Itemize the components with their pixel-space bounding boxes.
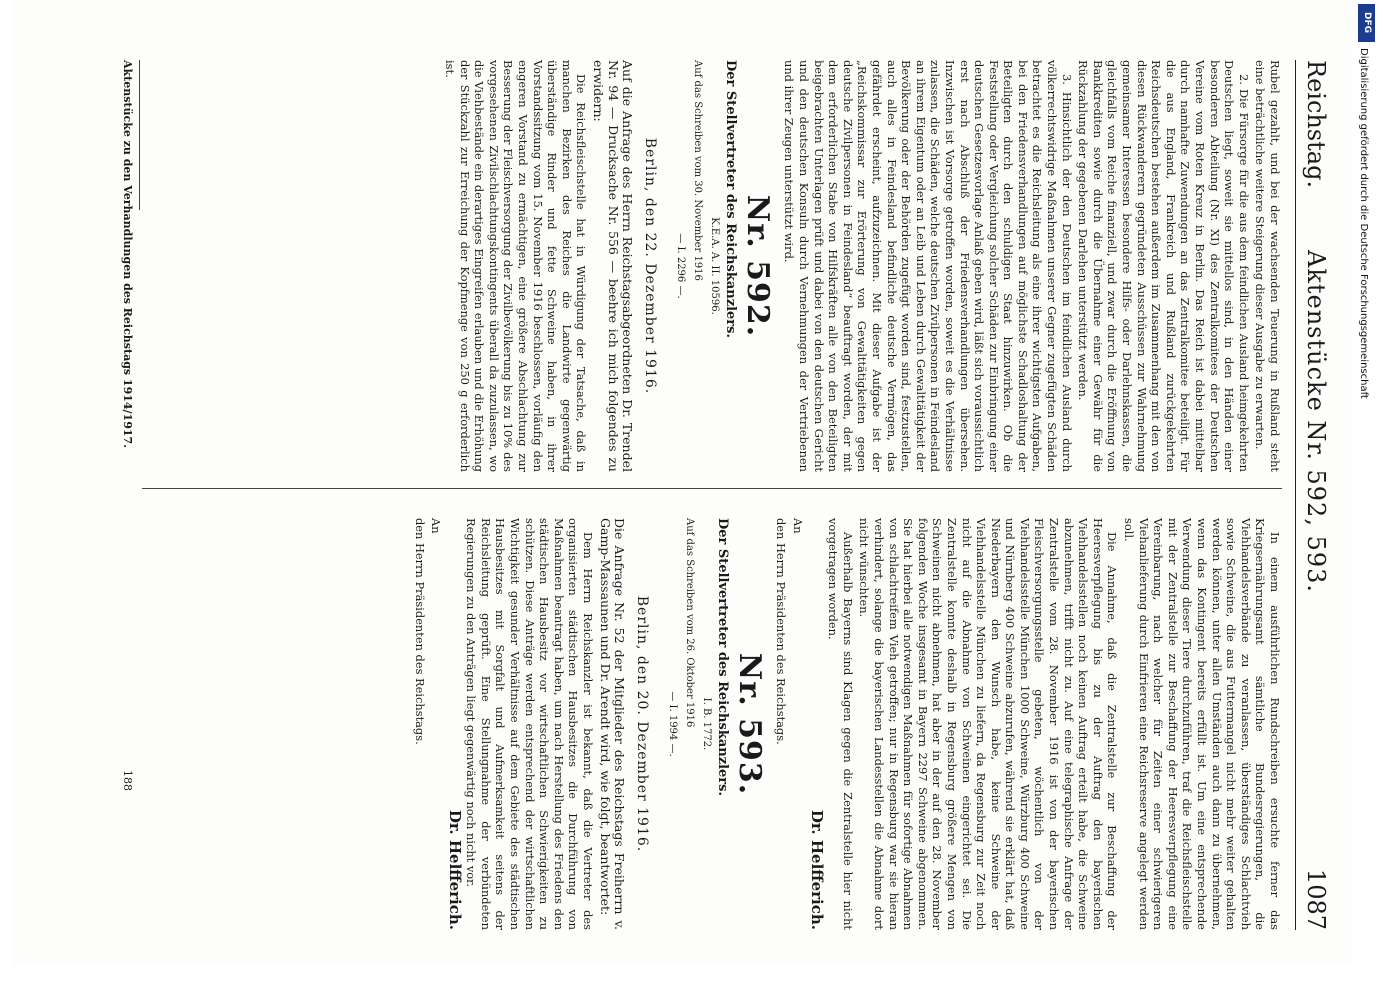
column-divider — [142, 488, 1282, 489]
digitization-note — [1356, 4, 1378, 994]
inquiry-heading: Auf die Anfrage des Herrn Reichstagsabgeordneten Dr. Trendel Nr. 94 — Drucksache Nr. 556 — beehre ich mich folgendes zu erwidern: — [591, 60, 636, 472]
signature-helfferich: Dr. Helfferich. — [445, 809, 464, 930]
answer-body: Dem Herrn Reichskanzler ist bekannt, daß die Vertreter des organisierten städtischen Hausbesitzes die Durchführung von Maßnahmen beantragt haben, um nach Herstellung des Friedens den städtischen Hausbesitz vor wirtschaftlichen Schwierigkeiten zu schützen. Diese Anträge werden entsprechend der wirtschaftlichen Wichtigkeit gesunder Verhältnisse auf dem Gebiete des städtischen Hausbesitzes mit Sorgfalt und Aufmerksamkeit seitens der Reichsleitung geprüft. Eine Stellungnahme der verbündeten Regierungen zu den Anträgen liegt gegenwärtig noch nicht vor. — [464, 518, 596, 930]
running-head-left: Reichstag. — [1302, 60, 1330, 189]
intro-paragraph: Rubel gezahlt, und bei der wachsenden Teuerung in Rußland steht eine beträchtliche weitere Steigerung dieser Ausgabe zu erwarten. — [1253, 60, 1282, 472]
reference-number: K.E.A. A. II. 10596. — [708, 217, 720, 315]
right-column — [410, 518, 1282, 930]
reference-number: I. B. 1772. — [700, 697, 712, 751]
page-number: 1087 — [1302, 868, 1330, 930]
document-page — [12, 0, 1352, 965]
addressee-an: An — [429, 518, 444, 534]
doc-number-592: Nr. 592. — [739, 194, 775, 338]
addressee-an: An — [791, 518, 805, 534]
addressee-president: den Herrn Präsidenten des Reichstags. — [412, 518, 427, 745]
left-column — [441, 60, 1282, 472]
footer-title: Aktenstücke zu den Verhandlungen des Reichstags 1914/1917. — [121, 60, 134, 448]
sender-line: Der Stellvertreter des Reichskanzlers. — [723, 60, 739, 338]
doc-number-593: Nr. 593. — [731, 652, 767, 796]
addressee-president: den Herrn Präsidenten des Reichstags. — [774, 518, 789, 745]
reference-letter: Auf das Schreiben vom 26. Oktober 1916 — [684, 518, 696, 728]
digitization-credit: Digitalisierung gefördert durch die Deutsche Forschungsgemeinschaft — [1358, 48, 1369, 399]
reference-code: — I. 2296 —. — [675, 233, 687, 299]
running-head — [1295, 60, 1330, 930]
dfg-logo-icon: DFG — [1358, 4, 1375, 42]
paragraph-3: Außerhalb Bayerns sind Klagen gegen die Zentralstelle hier nicht vorgetragen worden. — [826, 518, 855, 930]
signature-helfferich: Dr. Helfferich. — [807, 809, 826, 930]
answer-body: Die Reichsfleischstelle hat in Würdigung der Tatsache, daß in manchen Bezirken des Reiches die Landwirte gegenwärtig überständige Rinder und fette Schweine haben, in ihrer Vorstandssitzung vom 15. November 1916 beschlossen, vorläufig den engeren Vorstand zu ermächtigen, eine größere Abschlachtung zur Besserung der Fleischversorgung der Zivilbevölkerung bis zu 10% des vorgesehenen Zivilschlachtungskontingents überall da zuzulassen, wo die Viehbestände ein derartiges Eingreifen erlauben und die Erhöhung der Stückzahl zur Erreichung der Kopfmenge von 250 g erforderlich ist. — [443, 60, 589, 472]
dateline: Berlin, den 22. Dezember 1916. — [641, 137, 658, 395]
paragraph-1: In einem ausführlichen Rundschreiben ersuchte ferner das Kriegsernährungsamt sämtliche Bundesregierungen, die Viehhandelsverbände zu veranlassen, überständiges Schlachtvieh sowie Schweine, die aus Futtermangel nicht mehr weiter gehalten werden können, unter allen Umständen auch dann zu übernehmen, wenn das Kontingent bereits erfüllt ist. Um eine entsprechende Verwendung dieser Tiere durchzuführen, traf die Reichsfleischstelle mit der Zentralstelle zur Beschaffung der Heeresverpflegung eine Vereinbarung, nach welcher für Zeiten einer schwierigeren Viehanlieferung durch Einfrieren eine Reichsreserve angelegt werden soll. — [1122, 518, 1282, 930]
paragraph-2: 2. Die Fürsorge für die aus dem feindlichen Ausland heimgekehrten Deutschen liegt, soweit sie mittellos sind, in den Händen einer besonderen Abteilung (Nr. XI) des Zentralkomitees der Deutschen Vereine vom Roten Kreuz in Berlin. Das Reich ist dabei mittelbar durch namhafte Zuwendungen an das Zentralkomitee beteiligt. Für die aus England, Frankreich und Rußland zurückgekehrten Reichsdeutschen bestehen außerdem im Zusammenhang mit den von diesen Rückwanderern gegründeten Ausschüssen zur Wahrnehmung gemeinsamer Interessen besondere Hilfs- oder Darlehnskassen, die gleichfalls vom Reiche finanziell, und zwar durch die Eröffnung von Bankkrediten sowie durch die Übernahme einer Gewähr für die Rückzahlung der gegebenen Darlehen unterstützt werden. — [1076, 60, 1251, 472]
paragraph-2: Die Annahme, daß die Zentralstelle zur Beschaffung der Heeresverpflegung bis zu der Auftrag den bayerischen Viehhandelsstellen noch keinen Auftrag erteilt habe, die Schweine abzunehmen, trifft nicht zu. Auf eine telegraphische Anfrage der Zentralstelle vom 28. November 1916 ist von der bayerischen Fleischversorgungsstelle gebeten, wöchentlich von der Viehhandelsstelle München 1000 Schweine, Würzburg 400 Schweine und Nürnberg 400 Schweine abzurufen, während sie erklärt hat, daß Niederbayern den Wunsch habe, keine Schweine der Viehhandelsstelle München zu liefern, da Regensburg zur Zeit noch nicht auf die Abnahme von Schweinen eingerichtet sei. Die Zentralstelle konnte deshalb in Regensburg größere Mengen von Schweinen nicht abnehmen, hat aber in der auf den 28. November folgenden Woche insgesamt in Bayern 2297 Schweine abgenommen. Sie hat hierbei alle notwendigen Maßnahmen für sofortige Abnahmen von schlachtreifem Vieh getroffen; nur in Regensburg war sie hieran verhindert, solange die bayerischen Landesstellen die Abnahme dort nicht wünschten. — [857, 518, 1120, 930]
paragraph-3: 3. Hinsichtlich der den Deutschen im feindlichen Ausland durch völkerrechtswidrige Maßnahmen unserer Gegner zugefügten Schäden betrachtet es die Reichsleitung als eine ihrer wichtigsten Aufgaben, bei den Friedensverhandlungen auf möglichste Schadloshaltung der Beteiligten durch den schuldigen Staat hinzuwirken. Ob die Feststellung oder Vergleichung solcher Schäden zur Einbringung einer deutschen Gesetzesvorlage Anlaß geben wird, läßt sich voraussichtlich erst nach Abschluß der Friedensverhandlungen übersehen. Inzwischen ist Vorsorge getroffen worden, soweit es die Verhältnisse zulassen, die Schäden, welche deutschen Zivilpersonen in Feindesland an ihrem Eigentum oder an Leib und Leben durch Gewalttätigkeit der Bevölkerung oder der Behörden zugefügt worden sind, festzustellen, auch alles in Feindesland befindliche deutsche Vermögen, das gefährdet erscheint, aufzuzeichnen. Mit dieser Aufgabe ist der „Reichskommissar zur Erörterung von Gewalttätigkeiten gegen deutsche Zivilpersonen in Feindesland“ beauftragt worden, der mit dem erforderlichen Stabe von Hilfskräften alle von den Beteiligten beigebrachten Unterlagen prüft und dabei von den deutschen Gericht und den deutschen Konsuln durch Vernehmungen der Vertriebenen und ihrer Zeugen unterstützt wird. — [782, 60, 1074, 472]
footer-rule — [139, 60, 140, 210]
reference-letter: Auf das Schreiben vom 30. November 1916 — [692, 60, 704, 281]
inquiry-heading: Die Anfrage Nr. 52 der Mitglieder des Reichstags Freiherrn v. Gamp-Massaunen und Dr. Arendt wird, wie folgt, beantwortet: — [597, 518, 628, 930]
running-head-title: Aktenstücke Nr. 592, 593. — [1302, 250, 1330, 594]
footer-signature-number: 188 — [121, 770, 134, 791]
sender-line: Der Stellvertreter des Reichskanzlers. — [715, 518, 731, 796]
dateline: Berlin, den 20. Dezember 1916. — [633, 595, 650, 853]
reference-code: — I. 1994 —. — [667, 691, 679, 757]
